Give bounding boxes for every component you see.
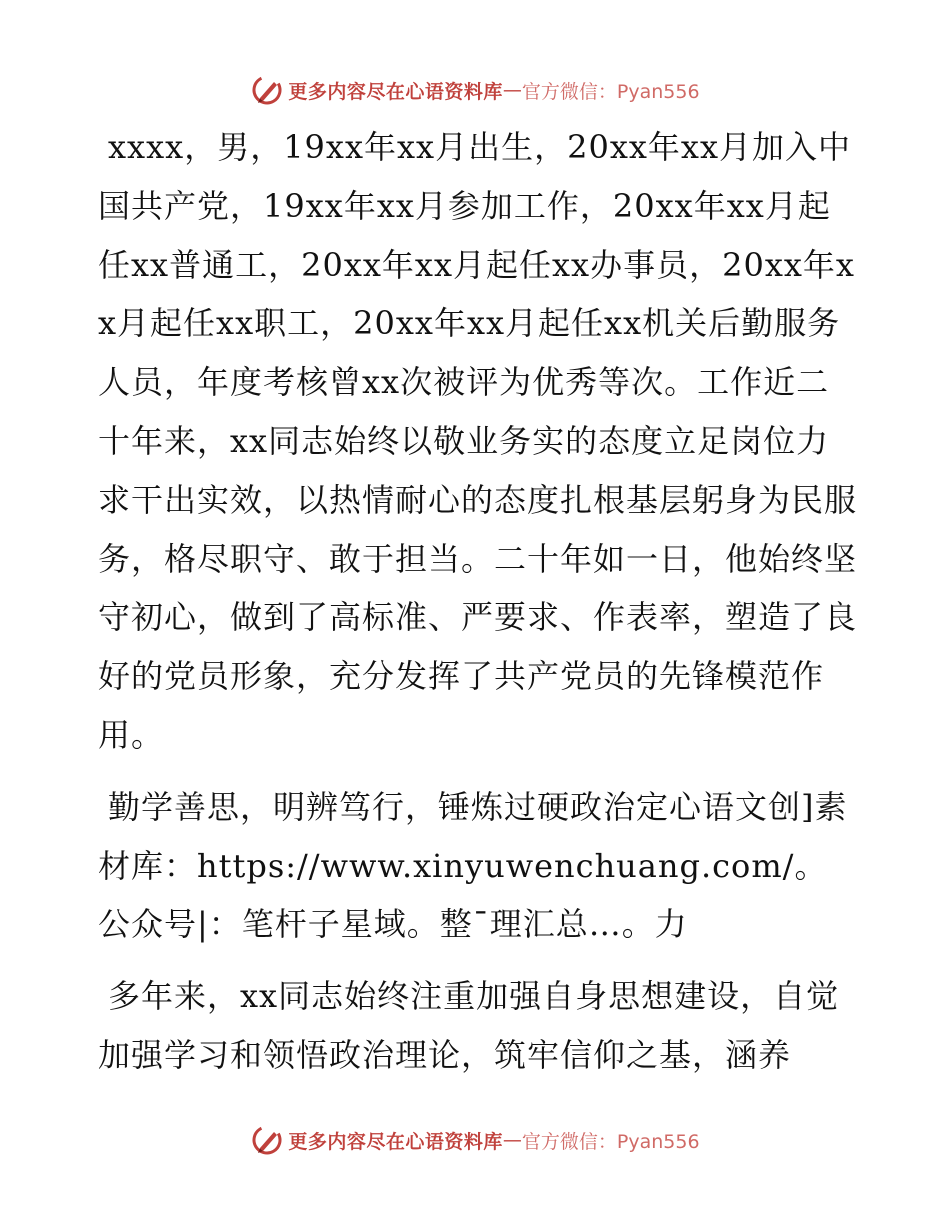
- header-wechat-text: 官方微信：Pyan556: [521, 80, 700, 103]
- header-banner: [0, 70, 950, 110]
- paragraph-profile: xxxx，男，19xx年xx月出生，20xx年xx月加入中国共产党，19xx年xx月参加工作，20xx年xx月起任xx普通工，20xx年xx月起任xx办事员，20xx年xx月起任xx职工，20xx年xx月起任xx机关后勤服务人员，年度考核曾xx次被评为优秀等次。工作近二十年来，xx同志始终以敬业务实的态度立足岗位力求干出实效，以热情耐心的态度扎根基层躬身为民服务，格尽职守、敢于担当。二十年如一日，他始终坚守初心，做到了高标准、严要求、作表率，塑造了良好的党员形象，充分发挥了共产党员的先锋模范作用。: [98, 128, 858, 754]
- pen-circle-logo-icon: [250, 73, 284, 107]
- header-separator: —: [502, 79, 522, 101]
- paragraph-section-heading: 勤学善思，明辨笃行，锤炼过硬政治定心语文创]素材库：https://www.xinyuwenchuang.com/。公众号|：笔杆子星域。整¯理汇总…。力: [98, 787, 848, 944]
- footer-main-text: 更多内容尽在心语资料库: [288, 1130, 503, 1153]
- document-body: [98, 118, 858, 1098]
- header-main-text: 更多内容尽在心语资料库: [288, 80, 503, 103]
- pen-circle-logo-icon: [250, 1123, 284, 1157]
- footer-wechat-text: 官方微信：Pyan556: [521, 1130, 700, 1153]
- footer-separator: —: [502, 1129, 522, 1151]
- paragraph-study: 多年来，xx同志始终注重加强自身思想建设，自觉加强学习和领悟政治理论，筑牢信仰之基，涵养: [98, 977, 840, 1074]
- footer-banner: [0, 1120, 950, 1160]
